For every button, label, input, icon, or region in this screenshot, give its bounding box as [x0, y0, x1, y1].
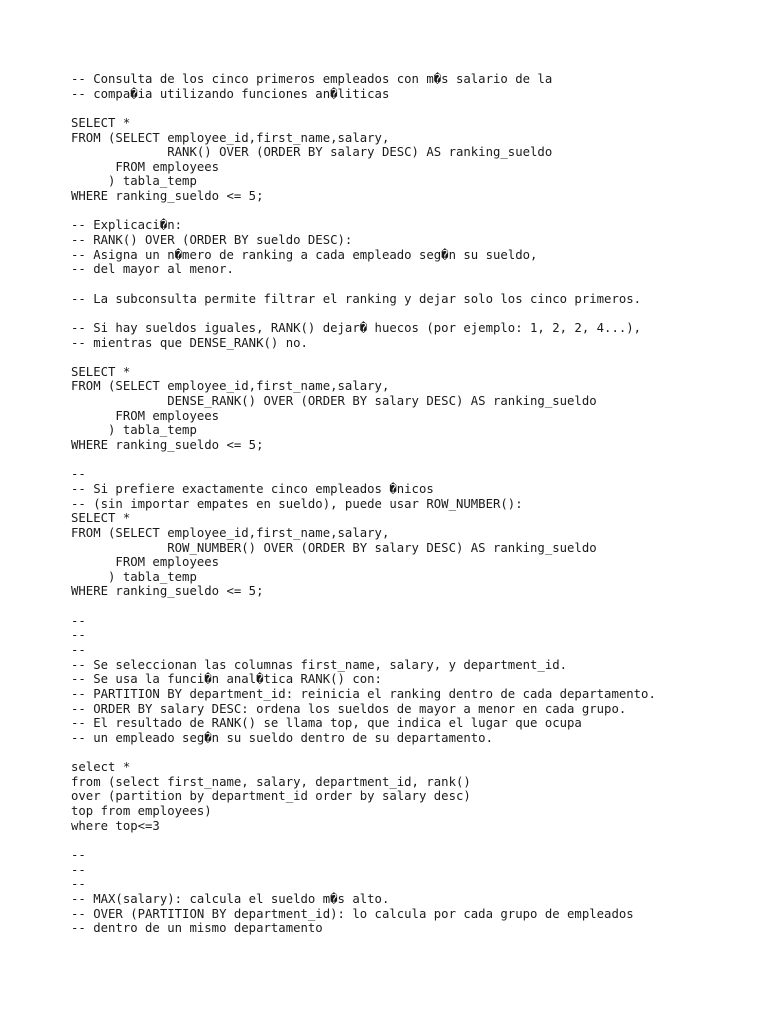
code-line: -- [71, 628, 86, 643]
code-line: FROM (SELECT employee_id,first_name,salary, [71, 525, 390, 540]
code-line: -- [71, 467, 86, 482]
code-line: -- del mayor al menor. [71, 262, 234, 277]
code-line: -- RANK() OVER (ORDER BY sueldo DESC): [71, 233, 353, 248]
code-line: -- Si prefiere exactamente cinco empleados �nicos [71, 481, 434, 496]
code-line: WHERE ranking_sueldo <= 5; [71, 438, 264, 453]
code-line: -- Asigna un n�mero de ranking a cada empleado seg�n su sueldo, [71, 247, 538, 262]
code-line: FROM employees [71, 159, 220, 174]
code-line: -- [71, 642, 86, 657]
code-line: FROM employees [71, 408, 220, 423]
code-line: -- Si hay sueldos iguales, RANK() dejar� huecos (por ejemplo: 1, 2, 2, 4...), [71, 320, 642, 335]
code-line: -- [71, 847, 86, 862]
code-line: -- (sin importar empates en sueldo), puede usar ROW_NUMBER(): [71, 496, 523, 511]
code-line [71, 599, 761, 614]
code-line: ) tabla_temp [71, 569, 197, 584]
code-line: ) tabla_temp [71, 423, 197, 438]
code-line: select * [71, 760, 131, 775]
code-line: SELECT * [71, 511, 131, 526]
code-line: -- OVER (PARTITION BY department_id): lo calcula por cada grupo de empleados [71, 906, 634, 921]
code-line [71, 277, 761, 292]
code-line: FROM (SELECT employee_id,first_name,salary, [71, 379, 390, 394]
code-line: SELECT * [71, 115, 131, 130]
code-line: ) tabla_temp [71, 174, 197, 189]
code-line: -- [71, 613, 86, 628]
code-line: -- Se seleccionan las columnas first_name, salary, y department_id. [71, 657, 568, 672]
code-line: FROM (SELECT employee_id,first_name,salary, [71, 130, 390, 145]
code-line: over (partition by department_id order by salary desc) [71, 789, 471, 804]
code-line: -- [71, 877, 86, 892]
code-line: SELECT * [71, 364, 131, 379]
code-line: -- ORDER BY salary DESC: ordena los sueldos de mayor a menor en cada grupo. [71, 701, 627, 716]
code-line: WHERE ranking_sueldo <= 5; [71, 189, 264, 204]
code-line: -- MAX(salary): calcula el sueldo m�s alto. [71, 891, 390, 906]
code-line [71, 453, 761, 468]
code-line: -- [71, 862, 86, 877]
code-line: -- Explicaci�n: [71, 218, 183, 233]
code-line: -- La subconsulta permite filtrar el ranking y dejar solo los cinco primeros. [71, 291, 642, 306]
code-line [71, 833, 761, 848]
code-line [71, 204, 761, 219]
code-line: top from employees) [71, 804, 212, 819]
code-line: where top<=3 [71, 818, 160, 833]
code-line: from (select first_name, salary, department_id, rank() [71, 774, 471, 789]
code-line: DENSE_RANK() OVER (ORDER BY salary DESC) AS ranking_sueldo [71, 394, 597, 409]
code-line [71, 306, 761, 321]
code-line [71, 101, 761, 116]
code-line: -- PARTITION BY department_id: reinicia el ranking dentro de cada departamento. [71, 686, 656, 701]
code-line: WHERE ranking_sueldo <= 5; [71, 584, 264, 599]
code-line: -- un empleado seg�n su sueldo dentro de su departamento. [71, 730, 493, 745]
code-line: -- compa�ia utilizando funciones an�liticas [71, 86, 390, 101]
code-line [71, 350, 761, 365]
code-line: -- Se usa la funci�n anal�tica RANK() con: [71, 672, 382, 687]
code-line [71, 745, 761, 760]
code-line: ROW_NUMBER() OVER (ORDER BY salary DESC) AS ranking_sueldo [71, 540, 597, 555]
code-line: -- dentro de un mismo departamento [71, 921, 323, 936]
code-line: -- mientras que DENSE_RANK() no. [71, 335, 308, 350]
code-line: FROM employees [71, 555, 220, 570]
code-line: RANK() OVER (ORDER BY salary DESC) AS ranking_sueldo [71, 145, 553, 160]
code-line: -- Consulta de los cinco primeros empleados con m�s salario de la [71, 72, 553, 86]
document-page [71, 72, 761, 936]
code-line: -- El resultado de RANK() se llama top, que indica el lugar que ocupa [71, 716, 582, 731]
